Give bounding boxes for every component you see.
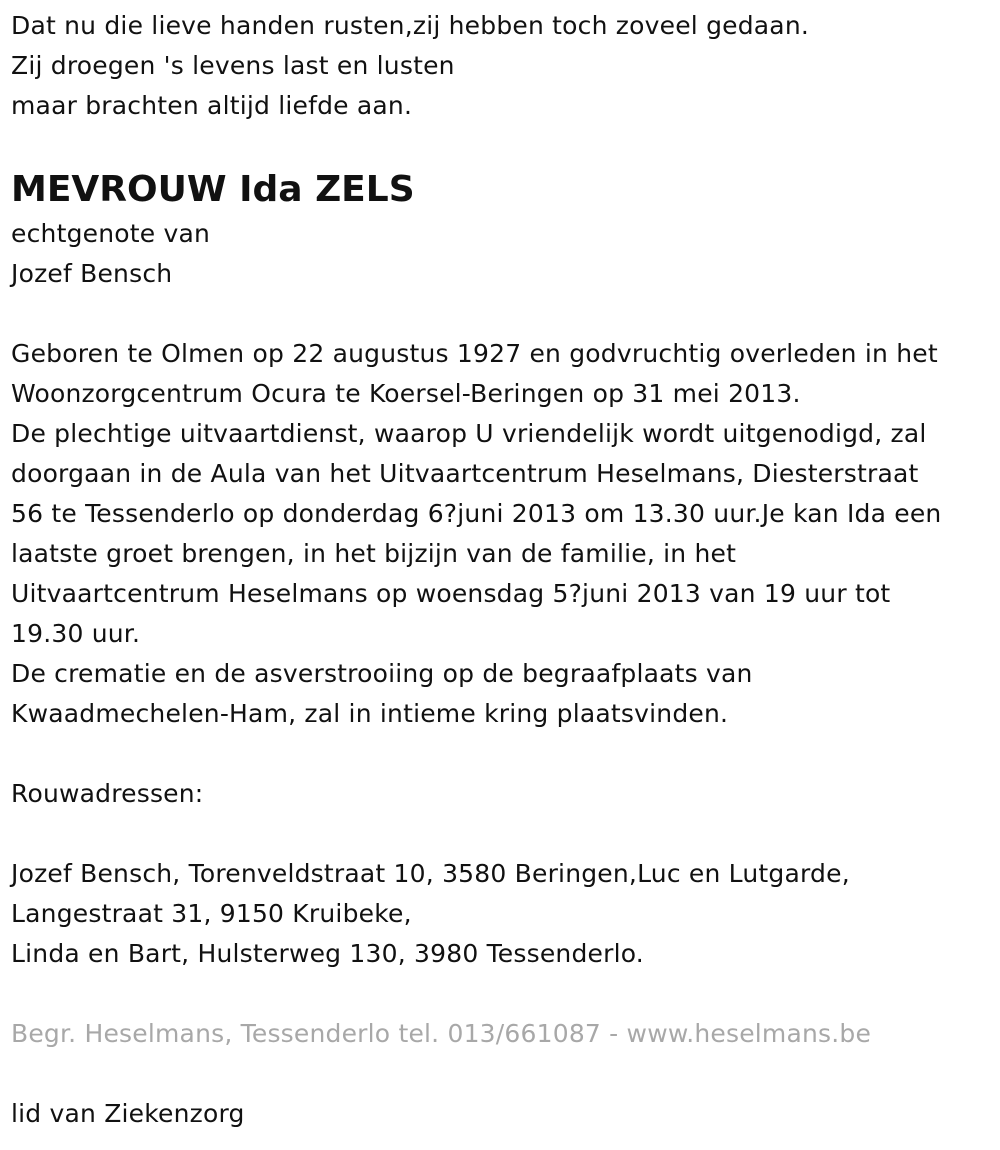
addresses-heading: Rouwadressen: <box>11 779 204 808</box>
relation-line: Jozef Bensch <box>11 259 173 288</box>
announcement-line: Woonzorgcentrum Ocura te Koersel-Beringen op 31 mei 2013. <box>11 379 801 408</box>
poem-line: Dat nu die lieve handen rusten,zij hebben toch zoveel gedaan. <box>11 11 810 40</box>
announcement-line: Geboren te Olmen op 22 augustus 1927 en godvruchtig overleden in het <box>11 339 938 368</box>
announcement-line: Uitvaartcentrum Heselmans op woensdag 5?juni 2013 van 19 uur tot <box>11 579 891 608</box>
announcement-line: 56 te Tessenderlo op donderdag 6?juni 2013 om 13.30 uur.Je kan Ida een <box>11 499 942 528</box>
relation-line: echtgenote van <box>11 219 211 248</box>
poem-line: maar brachten altijd liefde aan. <box>11 91 413 120</box>
address-line: Linda en Bart, Hulsterweg 130, 3980 Tessenderlo. <box>11 939 644 968</box>
spacer <box>11 814 1000 854</box>
spacer <box>11 734 1000 774</box>
spacer <box>11 974 1000 1014</box>
address-line: Langestraat 31, 9150 Kruibeke, <box>11 899 412 928</box>
spacer <box>11 126 1000 166</box>
funeral-home-info: Begr. Heselmans, Tessenderlo tel. 013/661087 - www.heselmans.be <box>11 1019 872 1048</box>
announcement-line: laatste groet brengen, in het bijzijn van de familie, in het <box>11 539 737 568</box>
addresses-list <box>11 854 1000 974</box>
announcement-text <box>11 334 1000 734</box>
announcement-line: 19.30 uur. <box>11 619 141 648</box>
announcement-line: doorgaan in de Aula van het Uitvaartcentrum Heselmans, Diesterstraat <box>11 459 919 488</box>
poem-line: Zij droegen 's levens last en lusten <box>11 51 455 80</box>
deceased-name: MEVROUW Ida ZELS <box>11 169 415 210</box>
announcement-line: Kwaadmechelen-Ham, zal in intieme kring plaatsvinden. <box>11 699 729 728</box>
spacer <box>11 1054 1000 1094</box>
spacer <box>11 294 1000 334</box>
announcement-line: De plechtige uitvaartdienst, waarop U vriendelijk wordt uitgenodigd, zal <box>11 419 927 448</box>
announcement-line: De crematie en de asverstrooiing op de begraafplaats van <box>11 659 753 688</box>
poem <box>11 6 1000 126</box>
address-line: Jozef Bensch, Torenveldstraat 10, 3580 Beringen,Luc en Lutgarde, <box>11 859 850 888</box>
membership-note: lid van Ziekenzorg <box>11 1099 245 1128</box>
